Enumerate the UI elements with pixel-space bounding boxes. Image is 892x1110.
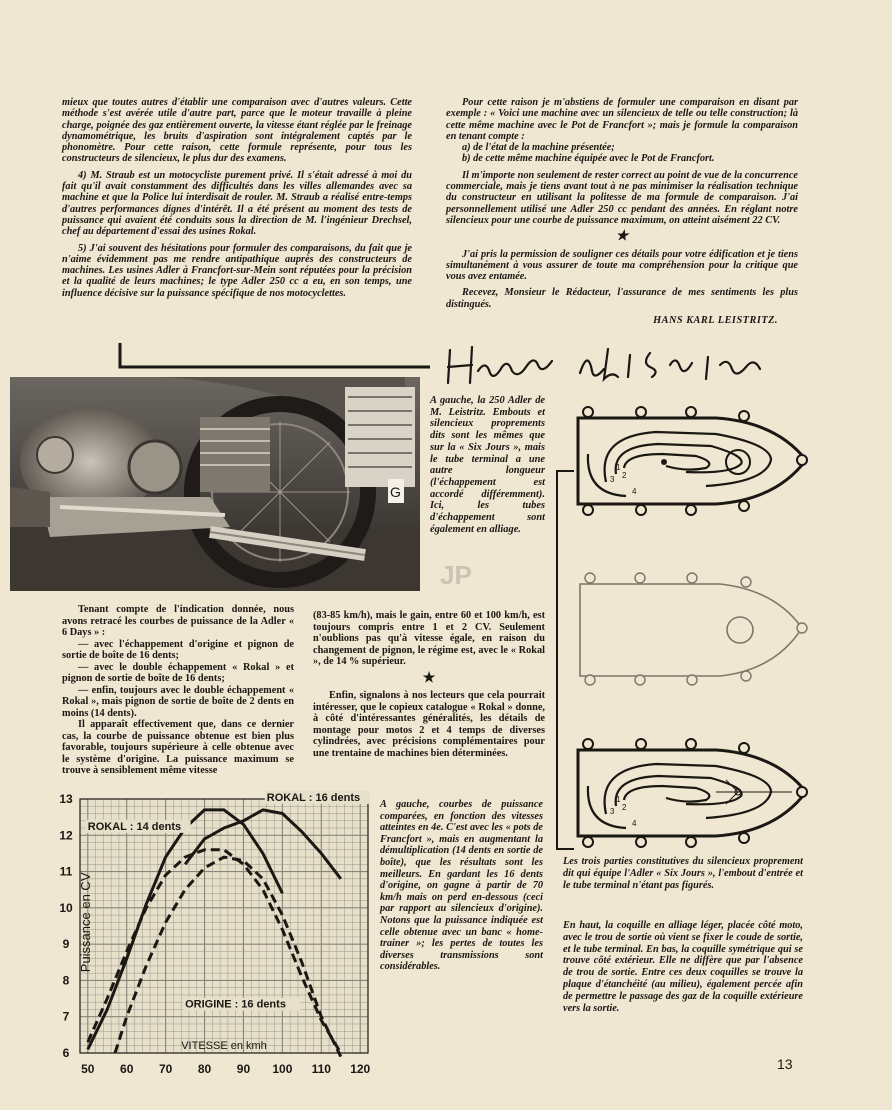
star-separator: ★ [422,670,436,686]
middle-right-column [313,610,545,764]
plate-letter: G [390,484,401,500]
y-tick-label: 7 [62,1009,70,1024]
paragraph: 4) M. Straub est un motocycliste purement privé. Il s'était adressé à moi du fait qu'il avait constamment des difficultés dans les villes allemandes avec sa machine et que la Police lui interdisait de rouler. M. Straub a réalisé entre-temps d'autres performances dignes d'intérêt. Il a été présent au moment des tests de puissance qui avaient été conduits sous la direction de M. l'ingénieur Drechsel, chef au département d'essai des usines Rokal. [62,169,412,238]
bracket-line [556,470,558,850]
list-item: a) de l'état de la machine présentée; [462,142,615,154]
drawing-label: 2 [622,803,627,812]
x-axis-label: VITESSE en kmh [181,1040,267,1052]
page-number: 13 [777,1056,793,1072]
x-tick-label: 80 [197,1062,212,1076]
curve-label: ORIGINE : 16 dents [185,998,286,1011]
y-tick-label: 12 [59,828,73,843]
middle-left-column [62,604,294,782]
bracket-tick [556,848,574,850]
x-tick-label: 110 [311,1062,331,1076]
drawing-label: 4 [632,819,637,828]
x-tick-label: 70 [158,1062,173,1076]
drawing-label: 3 [610,807,615,816]
power-curve-chart [59,785,374,1080]
motorcycle-photo [10,377,420,591]
paragraph: Enfin, signalons à nos lecteurs que cela pourrait intéresser, que le copieux catalogue « Rokal » donne, à côté d'intéressantes généralités, les détails de montage pour motos 2 et 4 temps de diverses cylindrées, avec précisions complémentaires pour une trentaine de machines bien déterminées. [313,690,545,759]
x-tick-label: 120 [350,1062,371,1076]
curve-label: ROKAL : 16 dents [266,791,361,804]
top-left-column [62,97,412,304]
signature-name: HANS KARL LEISTRITZ. [653,315,778,327]
x-tick-label: 90 [236,1062,251,1076]
chart-caption: A gauche, courbes de puissance comparées, en fonction des vitesses atteintes en 4e. C'est avec les « pots de Francfort », mais en augmentant la démultiplication (14 dents en sortie de boîte), que les résultats sont les meilleurs. En gardant les 16 dents d'origine, on gagne à partir de 70 km/h mais on perd en-dessous (ceci par rapport au silencieux d'origine). Notons que la puissance indiquée est celle obtenue avec un banc « home-trainer »; les pertes de toutes les diverses transmissions sont considérables. [380,799,543,973]
curve-label: ROKAL : 14 dents [87,820,182,833]
y-tick-label: 8 [62,973,70,988]
paragraph: Il m'importe non seulement de rester correct au point de vue de la concurrence commerciale, mais je tiens avant tout à ne pas minimiser la réalisation technique du constructeur en utilisant la politesse de ma formule de comparaison. J'ai personnellement utilisé une Adler 250 cc pendant des années. En réglant notre silencieux pour une courbe de puissance maximum, on atteint aisément 22 CV. [446,169,798,226]
x-tick-label: 50 [81,1062,95,1076]
chart-svg [59,785,374,1080]
photo-caption: A gauche, la 250 Adler de M. Leistritz. Embouts et silencieux proprements dits sont les mêmes que sur la « Six Jours », mais le tube terminal a une autre longueur (l'échappement est accordé différemment). Ici, les tubes d'échappement sont également en alliage. [430,395,545,535]
drawing-label: 1 [616,463,621,472]
drawing-label: 1 [616,795,621,804]
handwritten-signature [448,347,760,383]
plot-area [80,799,368,1053]
x-tick-label: 60 [120,1062,134,1076]
paragraph: Pour cette raison je m'abstiens de formuler une comparaison en disant par exemple : « Voici une machine avec un silencieux de telle ou telle construction; là cette même machine avec le Pot de Francfort »; mais je formule la comparaison en tenant compte : [446,97,798,142]
y-axis-label: Puissance en CV [78,872,93,973]
muffler-shell-top-drawing [566,404,814,516]
muffler-shell-bottom-drawing [566,736,814,848]
list-item: b) de cette même machine équipée avec le Pot de Francfort. [462,153,715,165]
drawing-label: 4 [632,487,637,496]
star-separator: ★ [615,229,629,245]
y-tick-label: 13 [59,792,73,806]
paragraph: Recevez, Monsieur le Rédacteur, l'assurance de mes sentiments les plus distingués. [446,287,798,310]
y-tick-label: 10 [59,900,73,915]
sealing-plate-drawing [570,570,814,688]
paragraph: Tenant compte de l'indication donnée, nous avons retracé les courbes de puissance de la Adler « 6 Days » : [62,604,294,638]
paragraph: mieux que toutes autres d'établir une comparaison avec d'autres valeurs. Cette méthode s'est avérée utile d'autre part, parce que le moteur travaille à pleine charge, poignée des gaz entièrement ouverte, la vitesse étant réglée par le freinage dynamométrique, les bruits d'aspiration sont intégralement captés par le phonomètre. Pour cette raison, cette formule représente, pour tous les constructeurs de silencieux, le plus dur des examens. [62,97,412,165]
y-tick-label: 9 [62,937,70,952]
y-tick-label: 6 [62,1046,70,1060]
watermark-logo: JP [440,560,472,590]
paragraph: (83-85 km/h), mais le gain, entre 60 et 100 km/h, est toujours compris entre 1 et 2 CV. Seulement n'oublions pas qu'à vitesse égale, en raison du changement de pignon, le régime est, avec le « Rokal », de 14 % supérieur. [313,610,545,667]
paragraph: J'ai pris la permission de souligner ces détails pour votre édification et je tiens simultanément à vous assurer de toute ma compréhension pour la critique que vous avez entamée. [446,248,798,283]
y-tick-label: 11 [59,864,73,879]
list-item: — avec le double échappement « Rokal » et pignon de sortie de boîte de 16 dents; [62,661,294,684]
list-item: — enfin, toujours avec le double échappement « Rokal », mais pignon de sortie de boîte de 2 dents en moins (14 dents). [62,684,294,719]
drawing-description: En haut, la coquille en alliage léger, placée côté moto, avec le trou de sortie où vient se fixer le coude de sortie, et le tube terminal. En bas, la coquille symétrique qui se trouve côté extérieur. Elle ne diffère que par l'absence de trou de sortie. Entre ces deux coquilles se trouve la plaque d'étanchéité (au milieu), également percée afin de permettre le passage des gaz de la coquille extérieure vers la sortie. [563,920,803,1014]
drawing-label: 2 [622,471,627,480]
list-item: — avec l'échappement d'origine et pignon de sortie de boîte de 16 dents; [62,638,294,661]
drawing-caption: Les trois parties constitutives du silencieux proprement dit qui équipe l'Adler « Six Jours », l'embout d'entrée et le tube terminal n'étant pas figurés. [563,856,803,891]
paragraph: 5) J'ai souvent des hésitations pour formuler des comparaisons, du fait que je n'aime évidemment pas me rendre antipathique auprès des constructeurs de machines. Les usines Adler à Francfort-sur-Mein sont réputées pour la précision et la qualité de leurs machines; le type Adler 250 cc a eu, en son temps, une influence décisive sur la puissance spécifique de nos motocyclettes. [62,242,412,299]
top-right-column [446,97,798,326]
drawing-label: 3 [610,475,615,484]
paragraph: Il apparaît effectivement que, dans ce dernier cas, la courbe de puissance obtenue est bien plus favorable, toujours supérieure à celle obtenue avec le système d'origine. La puissance maximum se trouve à sensiblement même vitesse [62,719,294,776]
x-tick-label: 100 [272,1062,293,1076]
